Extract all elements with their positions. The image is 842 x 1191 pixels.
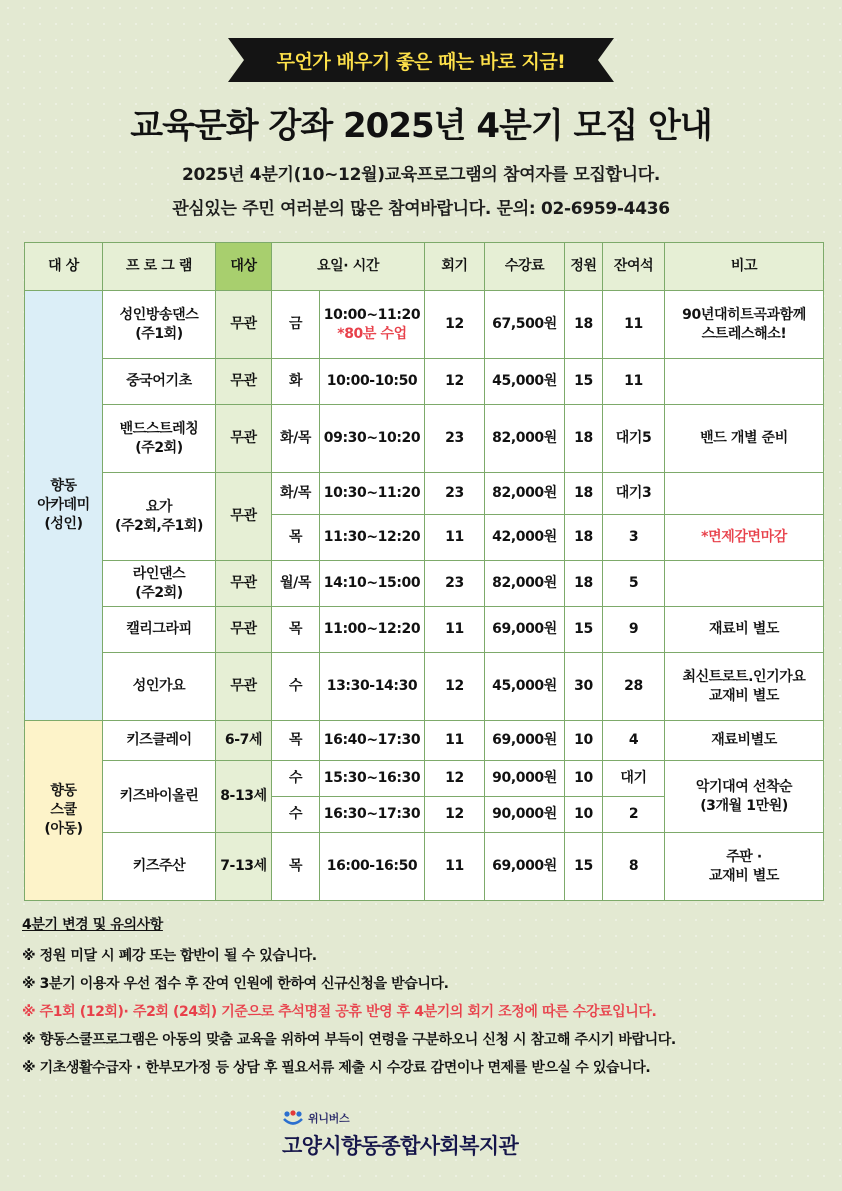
- class-day: 수: [272, 653, 320, 721]
- capacity: 18: [565, 515, 603, 561]
- class-time: 11:00~12:20: [320, 607, 425, 653]
- session-count: 11: [425, 833, 485, 901]
- header-remaining: 잔여석: [603, 243, 665, 291]
- people-logo-icon: [282, 1110, 304, 1126]
- table-row: [25, 359, 824, 405]
- target-age: 무관: [216, 291, 272, 359]
- remaining-seats: 4: [603, 721, 665, 761]
- session-count: 23: [425, 561, 485, 607]
- note: [665, 561, 824, 607]
- program-name: 요가 (주2회,주1회): [103, 473, 216, 561]
- capacity: 15: [565, 833, 603, 901]
- banner: [228, 38, 614, 82]
- table-row: [25, 721, 824, 761]
- class-day: 목: [272, 607, 320, 653]
- class-time: 13:30-14:30: [320, 653, 425, 721]
- target-age: 무관: [216, 653, 272, 721]
- table-row: [25, 405, 824, 473]
- banner-text: 무언가 배우기 좋은 때는 바로 지금!: [276, 50, 566, 73]
- program-name: 키즈클레이: [103, 721, 216, 761]
- remaining-seats: 5: [603, 561, 665, 607]
- fee: 82,000원: [485, 405, 565, 473]
- header-sessions: 회기: [425, 243, 485, 291]
- note: [665, 473, 824, 515]
- note: 90년대히트곡과함께 스트레스해소!: [665, 291, 824, 359]
- program-name: 라인댄스 (주2회): [103, 561, 216, 607]
- remaining-seats: 11: [603, 359, 665, 405]
- notice-line: ※ 기초생활수급자 · 한부모가정 등 상담 후 필요서류 제출 시 수강료 감면이나 면제를 받으실 수 있습니다.: [22, 1060, 651, 1076]
- class-day: 화: [272, 359, 320, 405]
- class-time: 10:30~11:20: [320, 473, 425, 515]
- table-row: [25, 561, 824, 607]
- class-time: 14:10~15:00: [320, 561, 425, 607]
- table-row: [25, 653, 824, 721]
- fee: 69,000원: [485, 833, 565, 901]
- note: [665, 359, 824, 405]
- class-day: 화/목: [272, 405, 320, 473]
- subtitle-line-1: 2025년 4분기(10~12월)교육프로그램의 참여자를 모집합니다.: [181, 165, 661, 185]
- notice-line-highlight: ※ 주1회 (12회)· 주2회 (24회) 기준으로 추석명절 공휴 반영 후 4분기의 회기 조정에 따른 수강료입니다.: [22, 1004, 657, 1020]
- target-age: 무관: [216, 359, 272, 405]
- class-time: 10:00~11:20: [323, 306, 421, 323]
- class-day: 월/목: [272, 561, 320, 607]
- logo-mark: [282, 1110, 349, 1126]
- header-group: 대 상: [25, 243, 103, 291]
- notice-line: ※ 향동스쿨프로그램은 아동의 맞춤 교육을 위하여 부득이 연령을 구분하오니 신청 시 참고해 주시기 바랍니다.: [22, 1032, 676, 1048]
- class-day: 화/목: [272, 473, 320, 515]
- program-name: 성인방송댄스 (주1회): [103, 291, 216, 359]
- program-name: 중국어기초: [103, 359, 216, 405]
- table-row: [25, 291, 824, 359]
- fee: 45,000원: [485, 359, 565, 405]
- class-day: 목: [272, 833, 320, 901]
- logo-brand: 위니버스: [308, 1112, 350, 1125]
- class-day: 목: [272, 721, 320, 761]
- session-count: 12: [425, 291, 485, 359]
- class-time: 10:00-10:50: [320, 359, 425, 405]
- note: 밴드 개별 준비: [665, 405, 824, 473]
- note: 악기대여 선착순 (3개월 1만원): [665, 761, 824, 833]
- program-schedule-table: [24, 242, 824, 901]
- session-count: 11: [425, 721, 485, 761]
- class-time: 16:40~17:30: [320, 721, 425, 761]
- notes-section: [22, 914, 832, 1082]
- fee: 45,000원: [485, 653, 565, 721]
- program-name: 캘리그라피: [103, 607, 216, 653]
- remaining-seats: 대기5: [603, 405, 665, 473]
- remaining-seats: 28: [603, 653, 665, 721]
- session-count: 12: [425, 761, 485, 797]
- class-day: 목: [272, 515, 320, 561]
- capacity: 15: [565, 359, 603, 405]
- session-count: 11: [425, 607, 485, 653]
- fee: 67,500원: [485, 291, 565, 359]
- notes-title: 4분기 변경 및 유의사항: [22, 917, 163, 933]
- table-header-row: [25, 243, 824, 291]
- subtitle-line-2: 관심있는 주민 여러분의 많은 참여바랍니다. 문의: 02-6959-4436: [172, 199, 670, 219]
- class-time: 15:30~16:30: [320, 761, 425, 797]
- fee: 42,000원: [485, 515, 565, 561]
- session-count: 12: [425, 653, 485, 721]
- header-schedule: 요일· 시간: [272, 243, 425, 291]
- class-time-cell: [320, 291, 425, 359]
- capacity: 10: [565, 761, 603, 797]
- remaining-seats: 3: [603, 515, 665, 561]
- page-title: 교육문화 강좌 2025년 4분기 모집 안내: [130, 106, 712, 146]
- target-age: 무관: [216, 561, 272, 607]
- target-age: 8-13세: [216, 761, 272, 833]
- class-day: 수: [272, 797, 320, 833]
- session-count: 23: [425, 473, 485, 515]
- program-name: 키즈주산: [103, 833, 216, 901]
- session-count: 23: [425, 405, 485, 473]
- note: 재료비별도: [665, 721, 824, 761]
- target-age: 7-13세: [216, 833, 272, 901]
- capacity: 10: [565, 721, 603, 761]
- session-count: 11: [425, 515, 485, 561]
- capacity: 10: [565, 797, 603, 833]
- fee: 69,000원: [485, 607, 565, 653]
- fee: 69,000원: [485, 721, 565, 761]
- organization-logo: [282, 1110, 582, 1170]
- table-row: [25, 761, 824, 797]
- session-count: 12: [425, 797, 485, 833]
- fee: 90,000원: [485, 797, 565, 833]
- header-capacity: 정원: [565, 243, 603, 291]
- note: *면제감면마감: [665, 515, 824, 561]
- target-age: 6-7세: [216, 721, 272, 761]
- fee: 82,000원: [485, 473, 565, 515]
- target-age: 무관: [216, 607, 272, 653]
- group-label-kids: 향동 스쿨 (아동): [25, 721, 103, 901]
- header-target: 대상: [216, 243, 272, 291]
- header-program: 프 로 그 램: [103, 243, 216, 291]
- remaining-seats: 8: [603, 833, 665, 901]
- class-day: 수: [272, 761, 320, 797]
- capacity: 18: [565, 561, 603, 607]
- remaining-seats: 9: [603, 607, 665, 653]
- note: 재료비 별도: [665, 607, 824, 653]
- header-fee: 수강료: [485, 243, 565, 291]
- session-count: 12: [425, 359, 485, 405]
- class-time: 16:30~17:30: [320, 797, 425, 833]
- program-name: 밴드스트레칭 (주2회): [103, 405, 216, 473]
- remaining-seats: 대기: [603, 761, 665, 797]
- class-time: 11:30~12:20: [320, 515, 425, 561]
- capacity: 18: [565, 473, 603, 515]
- remaining-seats: 대기3: [603, 473, 665, 515]
- fee: 82,000원: [485, 561, 565, 607]
- class-time: 16:00-16:50: [320, 833, 425, 901]
- capacity: 18: [565, 291, 603, 359]
- fee: 90,000원: [485, 761, 565, 797]
- notice-line: ※ 정원 미달 시 폐강 또는 합반이 될 수 있습니다.: [22, 948, 317, 964]
- remaining-seats: 11: [603, 291, 665, 359]
- class-time-note: *80분 수업: [337, 325, 407, 342]
- note: 주판 · 교재비 별도: [665, 833, 824, 901]
- table-row: [25, 473, 824, 515]
- capacity: 30: [565, 653, 603, 721]
- organization-name: 고양시향동종합사회복지관: [282, 1134, 519, 1158]
- header-note: 비고: [665, 243, 824, 291]
- capacity: 18: [565, 405, 603, 473]
- class-day: 금: [272, 291, 320, 359]
- table-row: [25, 833, 824, 901]
- table-row: [25, 607, 824, 653]
- capacity: 15: [565, 607, 603, 653]
- program-name: 키즈바이올린: [103, 761, 216, 833]
- notice-line: ※ 3분기 이용자 우선 접수 후 잔여 인원에 한하여 신규신청을 받습니다.: [22, 976, 449, 992]
- remaining-seats: 2: [603, 797, 665, 833]
- note: 최신트로트.인기가요 교재비 별도: [665, 653, 824, 721]
- class-time: 09:30~10:20: [320, 405, 425, 473]
- target-age: 무관: [216, 405, 272, 473]
- target-age: 무관: [216, 473, 272, 561]
- group-label-adult: 향동 아카데미 (성인): [25, 291, 103, 721]
- program-name: 성인가요: [103, 653, 216, 721]
